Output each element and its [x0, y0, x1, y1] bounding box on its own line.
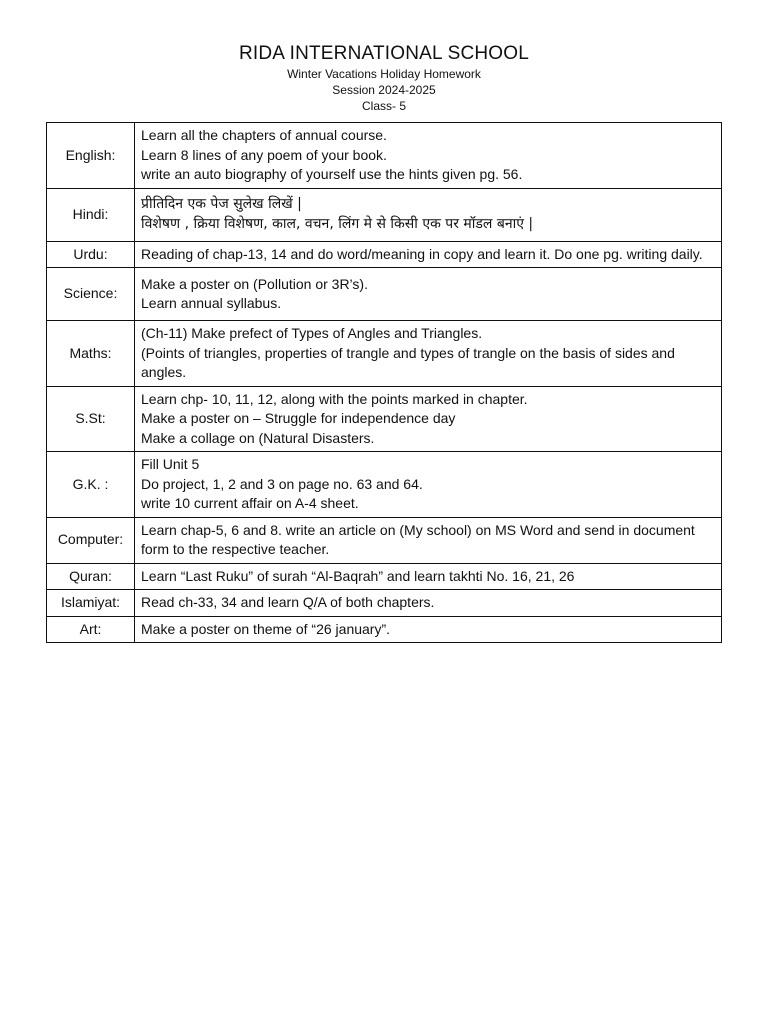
task-item: Learn annual syllabus. [141, 295, 282, 311]
table-row [47, 616, 722, 643]
subject-sst: S.St: [47, 386, 135, 452]
subject-quran: Quran: [47, 563, 135, 590]
tasks-islamiyat [135, 590, 722, 617]
tasks-gk [135, 452, 722, 518]
document-header [0, 42, 768, 114]
tasks-hindi [135, 188, 722, 241]
class-label: Class- 5 [361, 99, 406, 113]
task-item: Do project, 1, 2 and 3 on page no. 63 and 64. [141, 475, 423, 492]
task-item: विशेषण , क्रिया विशेषण, काल, वचन, लिंग मे से किसी एक पर मॉडल बनाएं | [141, 215, 534, 232]
tasks-computer [135, 517, 722, 563]
task-item: Learn chp- 10, 11, 12, along with the points marked in chapter. [141, 390, 528, 407]
tasks-art [135, 616, 722, 643]
task-item: Read ch-33, 34 and learn Q/A of both chapters. [141, 594, 435, 610]
task-item: Learn chap-5, 6 and 8. write an article on (My school) on MS Word and send in document form to the respective teacher. [141, 521, 695, 557]
task-item: Make a poster on (Pollution or 3R’s). [141, 275, 368, 292]
homework-title: Winter Vacations Holiday Homework [287, 67, 481, 81]
table-row [47, 452, 722, 518]
tasks-maths [135, 321, 722, 387]
table-row [47, 188, 722, 241]
task-item: write an auto biography of yourself use the hints given pg. 56. [141, 166, 523, 182]
task-item: write 10 current affair on A-4 sheet. [141, 495, 359, 511]
task-item: Make a poster on theme of “26 january”. [141, 620, 391, 637]
task-item: Make a poster on – Struggle for independence day [141, 410, 456, 426]
task-item: Learn “Last Ruku” of surah “Al-Baqrah” and learn takhti No. 16, 21, 26 [141, 567, 575, 584]
table-row [47, 563, 722, 590]
subject-islamiyat: Islamiyat: [47, 590, 135, 617]
subject-urdu: Urdu: [47, 241, 135, 268]
subject-maths: Maths: [47, 321, 135, 387]
task-item: Learn all the chapters of annual course. [141, 127, 387, 143]
table-row [47, 241, 722, 268]
subject-gk: G.K. : [47, 452, 135, 518]
subject-art: Art: [47, 616, 135, 643]
task-item: Reading of chap-13, 14 and do word/meaning in copy and learn it. Do one pg. writing daily. [141, 245, 703, 262]
tasks-english [135, 123, 722, 189]
tasks-urdu [135, 241, 722, 268]
tasks-sst [135, 386, 722, 452]
subject-english: English: [47, 123, 135, 189]
table-row [47, 590, 722, 617]
homework-table [46, 122, 722, 643]
table-row [47, 386, 722, 452]
table-row [47, 123, 722, 189]
task-item: Fill Unit 5 [141, 456, 200, 472]
table-row [47, 268, 722, 321]
table-row [47, 321, 722, 387]
school-name: RIDA INTERNATIONAL SCHOOL [238, 43, 530, 64]
table-row [47, 517, 722, 563]
subject-computer: Computer: [47, 517, 135, 563]
task-item: Make a collage on (Natural Disasters. [141, 429, 375, 446]
task-item: (Points of triangles, properties of trangle and types of trangle on the basis of sides and angles. [141, 344, 675, 380]
task-item: (Ch-11) Make prefect of Types of Angles and Triangles. [141, 325, 483, 341]
task-item: Learn 8 lines of any poem of your book. [141, 146, 387, 163]
session-label: Session 2024-2025 [332, 83, 436, 97]
subject-hindi: Hindi: [47, 188, 135, 241]
subject-science: Science: [47, 268, 135, 321]
tasks-quran [135, 563, 722, 590]
task-item: प्रीतिदिन एक पेज सुलेख लिखें | [141, 196, 302, 212]
tasks-science [135, 268, 722, 321]
